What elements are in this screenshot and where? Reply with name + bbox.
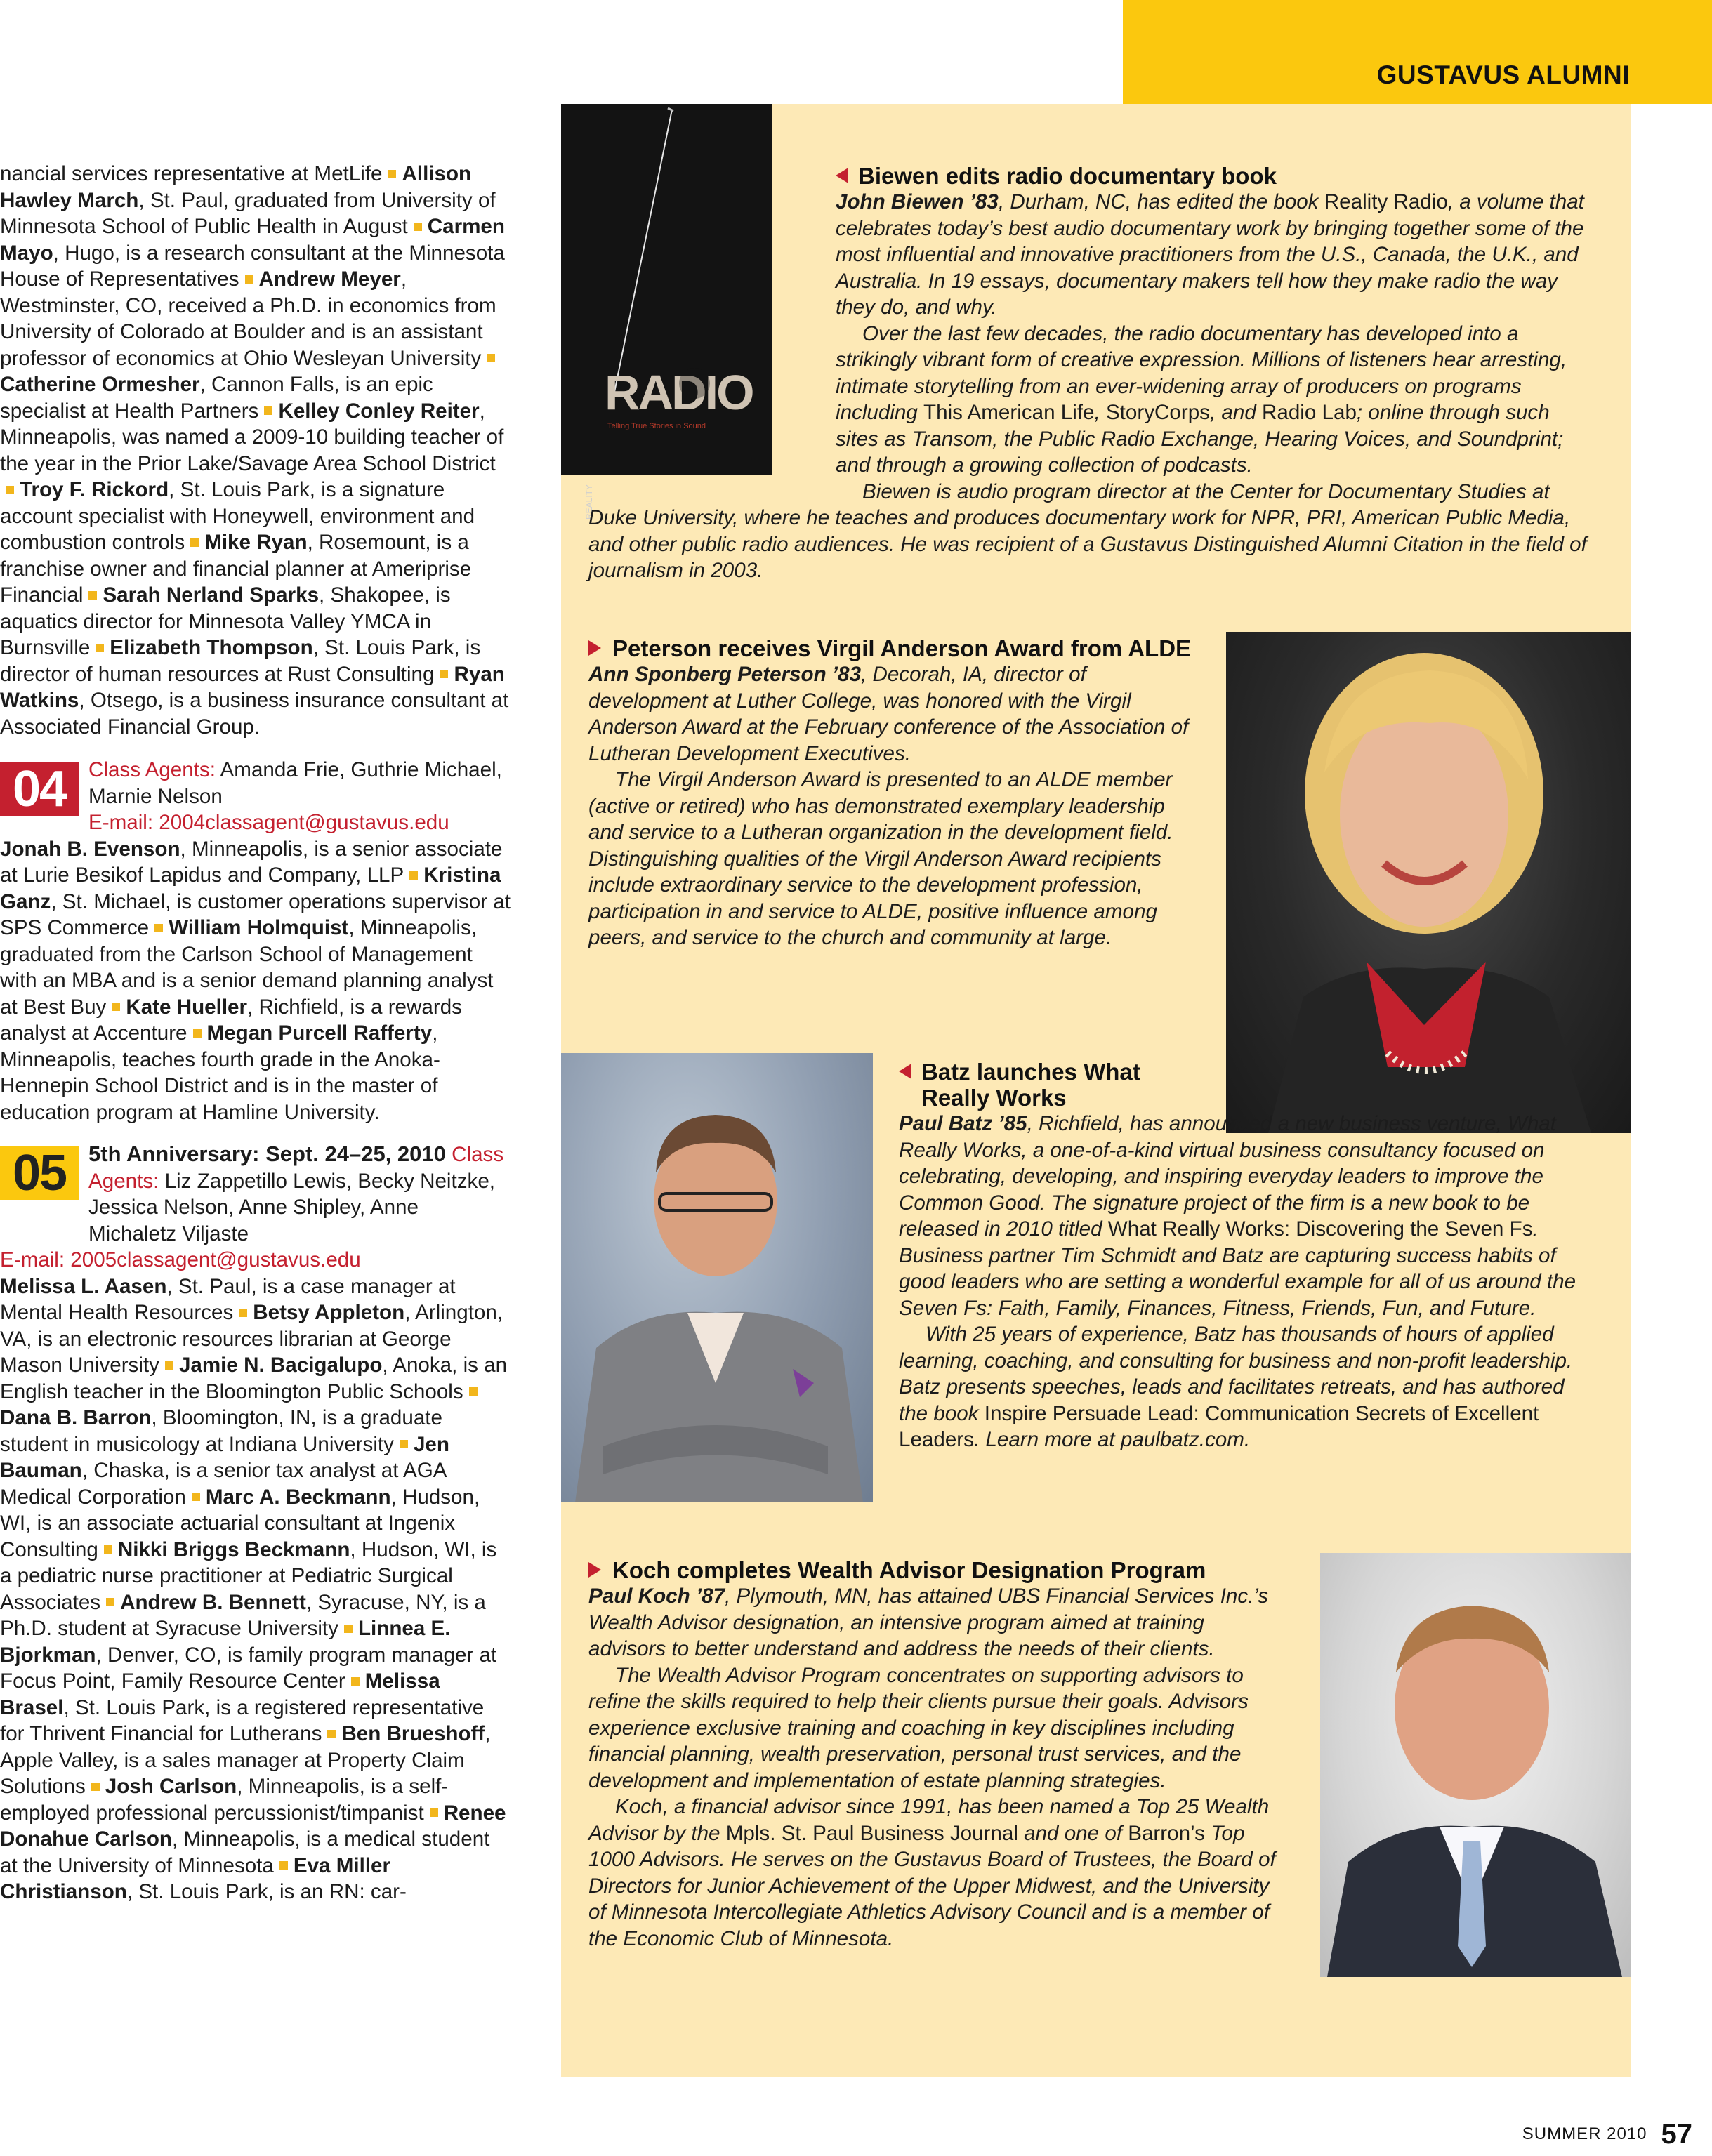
peterson-portrait-photo — [1226, 632, 1631, 1133]
arrow-right-icon — [588, 1562, 601, 1578]
class-year-badge: 04 — [0, 762, 79, 816]
story-headline: Biewen edits radio documentary book — [836, 163, 1600, 189]
story-body: Ann Sponberg Peterson ’83, Decorah, IA, director of development at Luther College, was honored with the Virgil Anderson Award at the February conference of the Association of Lutheran Development Executives. — [588, 663, 1189, 765]
story-headline: Koch completes Wealth Advisor Designation Program — [588, 1557, 1305, 1583]
cover-subtitle: Telling True Stories in Sound — [607, 422, 706, 430]
story-body: The Virgil Anderson Award is presented to an ALDE member (active or retired) who has demonstrated exemplary leadership and service to a Lutheran organization in the development field. Distinguishing qualities of the Virgil Anderson Award recipients include extraordinary service to the development profession, participation in and service to ALDE, positive influence among peers, and service to the church and community at large. — [588, 768, 1173, 949]
separator-square-icon — [430, 1808, 438, 1817]
story-byline: Paul Batz ’85 — [899, 1112, 1027, 1135]
separator-square-icon — [106, 1598, 114, 1606]
alumni-name: Andrew Meyer — [258, 267, 401, 291]
separator-square-icon — [344, 1625, 353, 1633]
class-notes-paragraph: nancial services representative at MetLife Allison Hawley March, St. Paul, graduated from University of Minnesota School of Public Health in August Carmen Mayo, Hugo, is a research consultant at the Minnesota House of Representatives Andrew Meyer, Westminster, CO, received a Ph.D. in economics from University of Colorado at Boulder and is an assistant professor of economics at Ohio Wesleyan UniversityCatherine Ormesher, Cannon Falls, is an epic specialist at Health Partners Kelley Conley Reiter, Minneapolis, was named a 2009-10 building teacher of the year in the Prior Lake/Savage Area School DistrictTroy F. Rickord, St. Louis Park, is a signature account specialist with Honeywell, environment and combustion controls Mike Ryan, Rosemount, is a franchise owner and financial planner at Ameriprise Financial Sarah Nerland Sparks, Shakopee, is aquatics director for Minnesota Valley YMCA in Burnsville Elizabeth Thompson, St. Louis Park, is director of human resources at Rust Consulting Ryan Watkins, Otsego, is a business insurance consultant at Associated Financial Group. — [0, 162, 509, 739]
story-byline: Ann Sponberg Peterson ’83 — [588, 663, 862, 686]
alumni-name: Kristina Ganz — [0, 864, 501, 913]
class-agents: Liz Zappetillo Lewis, Becky Neitzke, Jessica Nelson, Anne Shipley, Anne Michaletz Viljaste — [88, 1169, 496, 1245]
alumni-name: Jamie N. Bacigalupo — [178, 1354, 383, 1377]
story-byline: Paul Koch ’87 — [588, 1585, 725, 1608]
alumni-name: Ryan Watkins — [0, 662, 505, 712]
separator-square-icon — [112, 1003, 120, 1011]
story-peterson — [588, 635, 1206, 951]
class-email[interactable]: E-mail: 2005classagent@gustavus.edu — [0, 1248, 361, 1271]
portrait-illustration — [561, 1053, 873, 1502]
class-year-badge: 05 — [0, 1146, 79, 1200]
story-body: Paul Koch ’87, Plymouth, MN, has attained UBS Financial Services Inc.’s Wealth Advisor designation, an intensive program aimed at training advisors to better understand and address the needs of their clients. — [588, 1585, 1269, 1660]
portrait-illustration — [1226, 632, 1631, 1133]
story-headline: Peterson receives Virgil Anderson Award from ALDE — [588, 635, 1206, 661]
story-body: Over the last few decades, the radio documentary has developed into a strikingly vibrant form of creative expression. Millions of listeners hear arresting, intimate storytelling from an ever-widening array of producers on programs including This American Life, StoryCorps, and Radio Lab; online through such sites as Transom, the Public Radio Exchange, Hearing Voices, and Soundprint; and through a growing collection of podcasts. — [836, 322, 1567, 477]
section-title: GUSTAVUS ALUMNI — [1376, 60, 1630, 89]
story-body: Koch, a financial advisor since 1991, has been named a Top 25 Wealth Advisor by the Mpls. St. Paul Business Journal and one of Barron’s Top 1000 Advisors. He serves on the Gustavus Board of Trustees, the Board of Directors for Junior Achievement of the Upper Midwest, and the University of Minnesota Intercollegiate Athletics Advisory Council and is a member of the Economic Club of Minnesota. — [588, 1795, 1276, 1950]
story-body: Paul Batz ’85, Richfield, has announced a new business venture, What Really Works, a one-of-a-kind virtual business consultancy focused on celebrating, developing, and inspiring everyday leaders to improve the Common Good. The signature project of the firm is a new book to be released in 2010 titled What Really Works: Discovering the Seven Fs. Business partner Tim Schmidt and Batz are capturing success habits of good leaders who are setting a wonderful example for all of us around the Seven Fs: Faith, Family, Finances, Fitness, Friends, Fun, and Future. — [899, 1112, 1576, 1320]
alumni-name: Kelley Conley Reiter — [278, 399, 480, 423]
alumni-name: Dana B. Barron — [0, 1406, 152, 1429]
alumni-name: Allison Hawley March — [0, 162, 472, 212]
anniversary-label: 5th Anniversary: Sept. 24–25, 2010 — [88, 1142, 446, 1166]
separator-square-icon — [351, 1677, 360, 1686]
separator-square-icon — [88, 591, 97, 600]
separator-square-icon — [154, 924, 163, 932]
alumni-name: Ben Brueshoff — [341, 1722, 485, 1745]
separator-square-icon — [190, 538, 199, 547]
story-body: Biewen is audio program director at the Center for Documentary Studies at Duke University, where he teaches and produces documentary work for NPR, PRI, American Public Media, and other public radio audiences. He was recipient of a Gustavus Distinguished Alumni Citation in the field of journalism in 2003. — [588, 480, 1587, 582]
alumni-name: Melissa L. Aasen — [0, 1274, 167, 1298]
alumni-name: Catherine Ormesher — [0, 373, 200, 396]
separator-square-icon — [469, 1387, 478, 1396]
class-notes-paragraph: Jonah B. Evenson, Minneapolis, is a senior associate at Lurie Besikof Lapidus and Company, LLP Kristina Ganz, St. Michael, is customer operations supervisor at SPS Commerce William Holmquist, Minneapolis, graduated from the Carlson School of Management with an MBA and is a senior demand planning analyst at Best Buy Kate Hueller, Richfield, is a rewards analyst at Accenture Megan Purcell Rafferty, Minneapolis, teaches fourth grade in the Anoka-Hennepin School District and is in the master of education program at Hamline University. — [0, 837, 511, 1124]
alumni-name: Nikki Briggs Beckmann — [117, 1537, 350, 1561]
separator-square-icon — [440, 670, 448, 678]
class-notes-paragraph: Melissa L. Aasen, St. Paul, is a case manager at Mental Health Resources Betsy Appleton, Arlington, VA, is an electronic resources librarian at George Mason University Jamie N. Bacigalupo, Anoka, is an English teacher in the Bloomington Public SchoolsDana B. Barron, Bloomington, IN, is a graduate student in musicology at Indiana University Jen Bauman, Chaska, is a senior tax analyst at AGA Medical Corporation Marc A. Beckmann, Hudson, WI, is an associate actuarial consultant at Ingenix Consulting Nikki Briggs Beckmann, Hudson, WI, is a pediatric nurse practitioner at Pediatric Surgical Associates Andrew B. Bennett, Syracuse, NY, is a Ph.D. student at Syracuse University Linnea E. Bjorkman, Denver, CO, is family program manager at Focus Point, Family Resource Center Melissa Brasel, St. Louis Park, is a registered representative for Thrivent Financial for Lutherans Ben Brueshoff, Apple Valley, is a sales manager at Property Claim Solutions Josh Carlson, Minneapolis, is a self-employed professional percussionist/timpanist Renee Donahue Carlson, Minneapolis, is a medical student at the University of Minnesota Eva Miller Christianson, St. Louis Park, is an RN: car- — [0, 1274, 508, 1903]
story-body: John Biewen ’83, Durham, NC, has edited the book Reality Radio, a volume that celebrates today’s best audio documentary work by bringing together some of the most influential and innovative practitioners from the U.S., Canada, the U.K., and Australia. In 19 essays, documentary makers tell how they make radio the way they do, and why. — [836, 190, 1584, 319]
alumni-name: Kate Hueller — [126, 995, 248, 1019]
section-header-tab — [1123, 0, 1712, 104]
alumni-name: Melissa Brasel — [0, 1669, 440, 1719]
class-agents: Amanda Frie, Guthrie Michael, Marnie Nelson — [88, 758, 502, 808]
alumni-name: Betsy Appleton — [253, 1301, 405, 1324]
alumni-name: Jonah B. Evenson — [0, 837, 180, 861]
arrow-left-icon — [836, 168, 848, 183]
page-footer — [1522, 2119, 1692, 2150]
separator-square-icon — [264, 406, 272, 415]
separator-square-icon — [327, 1730, 336, 1738]
separator-square-icon — [414, 223, 422, 231]
alumni-name: Andrew B. Bennett — [120, 1590, 306, 1614]
story-body: The Wealth Advisor Program concentrates on supporting advisors to refine the skills required to help their clients pursue their goals. Advisors experience exclusive training and coaching in key disciplines including financial planning, wealth preservation, personal trust services, and the development and implementation of estate planning strategies. — [588, 1663, 1249, 1792]
separator-square-icon — [192, 1493, 200, 1501]
story-biewen — [588, 163, 1600, 584]
cover-small-text: REALITY — [584, 484, 594, 520]
arrow-right-icon — [588, 640, 601, 656]
story-batz — [899, 1059, 1608, 1453]
separator-square-icon — [91, 1783, 100, 1791]
separator-square-icon — [104, 1545, 112, 1554]
alumni-name: Megan Purcell Rafferty — [206, 1021, 433, 1045]
separator-square-icon — [165, 1361, 173, 1370]
portrait-illustration — [1320, 1553, 1631, 1977]
batz-portrait-photo — [561, 1053, 873, 1502]
alumni-name: Marc A. Beckmann — [205, 1485, 391, 1509]
arrow-left-icon — [899, 1064, 911, 1079]
class-agents-label: Class Agents: — [88, 758, 216, 781]
alumni-name: Elizabeth Thompson — [110, 636, 313, 659]
issue-season: SUMMER 2010 — [1522, 2124, 1647, 2143]
alumni-name: Carmen Mayo — [0, 215, 505, 265]
separator-square-icon — [193, 1029, 202, 1038]
story-headline: Batz launches What Really Works — [899, 1059, 1608, 1111]
alumni-name: Sarah Nerland Sparks — [103, 583, 320, 607]
story-koch — [588, 1557, 1305, 1952]
separator-square-icon — [279, 1861, 288, 1870]
separator-square-icon — [487, 354, 495, 362]
koch-portrait-photo — [1320, 1553, 1631, 1977]
alumni-name: Troy F. Rickord — [20, 478, 169, 501]
alumni-name: Josh Carlson — [105, 1775, 237, 1798]
separator-square-icon — [6, 486, 14, 494]
alumni-name: Jen Bauman — [0, 1432, 449, 1482]
class-04-block — [0, 757, 511, 1125]
class-05-block — [0, 1141, 511, 1905]
alumni-name: Linnea E. Bjorkman — [0, 1617, 451, 1667]
separator-square-icon — [388, 170, 396, 178]
separator-square-icon — [245, 275, 253, 284]
class-notes-column — [0, 161, 511, 1905]
separator-square-icon — [409, 871, 418, 880]
class-agents-label: Class Agents: — [88, 1143, 504, 1193]
alumni-name: William Holmquist — [169, 916, 349, 939]
class-email[interactable]: E-mail: 2004classagent@gustavus.edu — [88, 811, 449, 834]
page-number: 57 — [1661, 2119, 1692, 2150]
story-byline: John Biewen ’83 — [836, 190, 999, 213]
separator-square-icon — [96, 644, 104, 652]
cover-title: RADIO — [605, 365, 753, 420]
alumni-name: Renee Donahue Carlson — [0, 1801, 506, 1851]
alumni-name: Eva Miller Christianson — [0, 1853, 391, 1903]
separator-square-icon — [239, 1309, 247, 1317]
story-body: With 25 years of experience, Batz has thousands of hours of applied learning, coaching, and consulting for business and non-profit leadership. Batz presents speeches, leads and facilitates retreats, and has authored the book Inspire Persuade Lead: Communication Secrets of Excellent Leaders. Learn more at paulbatz.com. — [899, 1323, 1573, 1451]
alumni-name: Mike Ryan — [204, 531, 308, 554]
separator-square-icon — [400, 1440, 408, 1448]
